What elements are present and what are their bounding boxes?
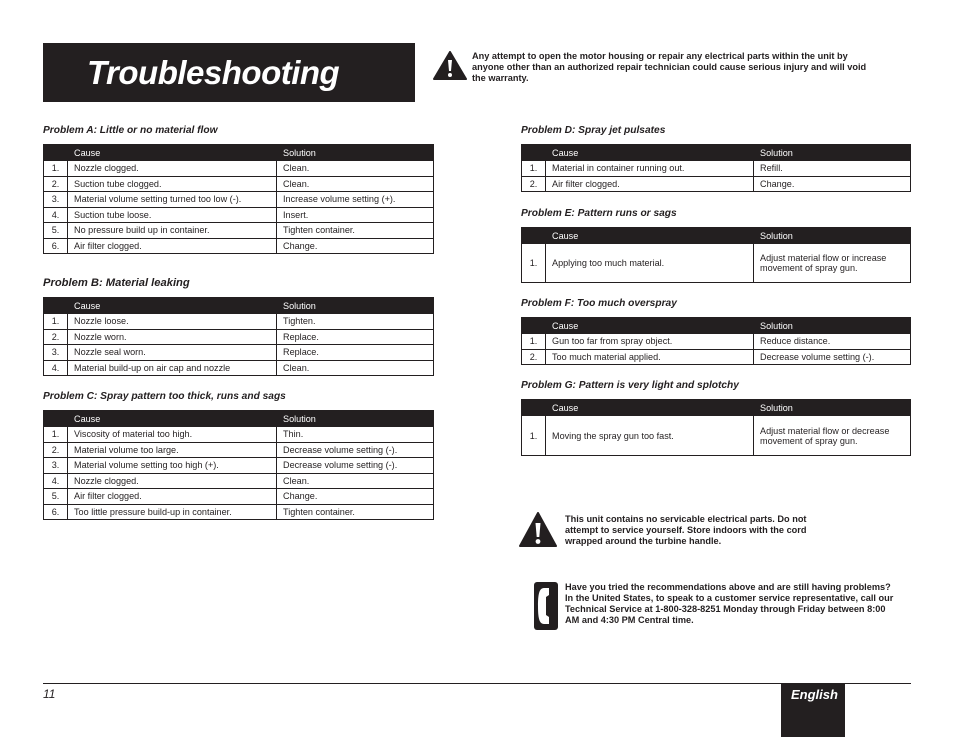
title-banner bbox=[43, 43, 415, 102]
header-cause: Cause bbox=[546, 318, 754, 334]
row-number: 3. bbox=[44, 192, 68, 208]
row-number: 6. bbox=[44, 504, 68, 520]
row-cause: Material volume setting too high (+). bbox=[68, 458, 277, 474]
table-header-row bbox=[522, 400, 911, 416]
header-num bbox=[44, 298, 68, 314]
table-header-row bbox=[44, 298, 434, 314]
page-number: 11 bbox=[43, 687, 56, 701]
row-solution: Clean. bbox=[277, 176, 434, 192]
problem-c-heading: Problem C: Spray pattern too thick, runs and sags bbox=[43, 391, 286, 402]
problem-c-table bbox=[43, 410, 434, 520]
row-number: 3. bbox=[44, 345, 68, 361]
row-solution: Adjust material flow or decrease movement of spray gun. bbox=[754, 416, 911, 456]
header-solution: Solution bbox=[754, 318, 911, 334]
problem-g-table bbox=[521, 399, 911, 456]
row-number: 1. bbox=[44, 161, 68, 177]
row-solution: Change. bbox=[754, 176, 911, 192]
row-solution: Refill. bbox=[754, 161, 911, 177]
table-row bbox=[44, 238, 434, 254]
row-solution: Clean. bbox=[277, 161, 434, 177]
row-number: 2. bbox=[44, 442, 68, 458]
table-header-row bbox=[522, 228, 911, 244]
table-row bbox=[522, 334, 911, 350]
row-number: 2. bbox=[522, 176, 546, 192]
warning-icon bbox=[519, 512, 557, 547]
header-num bbox=[522, 318, 546, 334]
row-cause: Material volume setting turned too low (-). bbox=[68, 192, 277, 208]
row-cause: Nozzle loose. bbox=[68, 314, 277, 330]
header-cause: Cause bbox=[68, 298, 277, 314]
header-solution: Solution bbox=[277, 411, 434, 427]
header-num bbox=[522, 228, 546, 244]
row-solution: Adjust material flow or increase movement of spray gun. bbox=[754, 244, 911, 283]
row-number: 1. bbox=[522, 416, 546, 456]
table-header-row bbox=[44, 145, 434, 161]
language-tab bbox=[781, 684, 845, 737]
warning-icon bbox=[433, 51, 467, 80]
header-solution: Solution bbox=[754, 400, 911, 416]
table-row bbox=[44, 314, 434, 330]
header-cause: Cause bbox=[546, 228, 754, 244]
table-row bbox=[522, 176, 911, 192]
header-cause: Cause bbox=[68, 145, 277, 161]
row-cause: Nozzle worn. bbox=[68, 329, 277, 345]
table-row bbox=[522, 161, 911, 177]
row-number: 4. bbox=[44, 473, 68, 489]
row-solution: Increase volume setting (+). bbox=[277, 192, 434, 208]
table-row bbox=[44, 427, 434, 443]
row-number: 4. bbox=[44, 360, 68, 376]
row-cause: Air filter clogged. bbox=[546, 176, 754, 192]
header-cause: Cause bbox=[546, 400, 754, 416]
row-solution: Decrease volume setting (-). bbox=[754, 349, 911, 365]
table-header-row bbox=[522, 145, 911, 161]
row-solution: Tighten container. bbox=[277, 223, 434, 239]
row-number: 2. bbox=[44, 329, 68, 345]
row-cause: Applying too much material. bbox=[546, 244, 754, 283]
support-text: Have you tried the recommendations above and are still having problems? In the United States, to speak to a customer service representative, call our Technical Service at 1-800-328-8251 Monday through Friday between 8:00 AM and 4:30 PM Central time. bbox=[565, 582, 894, 625]
page-title: Troubleshooting bbox=[87, 54, 340, 91]
header-cause: Cause bbox=[68, 411, 277, 427]
table-row bbox=[44, 176, 434, 192]
problem-b-heading: Problem B: Material leaking bbox=[43, 277, 190, 289]
table-row bbox=[44, 458, 434, 474]
row-cause: Suction tube loose. bbox=[68, 207, 277, 223]
row-number: 4. bbox=[44, 207, 68, 223]
problem-f-heading: Problem F: Too much overspray bbox=[521, 298, 677, 309]
row-number: 2. bbox=[44, 176, 68, 192]
table-row bbox=[44, 504, 434, 520]
row-cause: Nozzle clogged. bbox=[68, 161, 277, 177]
table-row bbox=[44, 207, 434, 223]
row-solution: Clean. bbox=[277, 473, 434, 489]
row-cause: Moving the spray gun too fast. bbox=[546, 416, 754, 456]
row-cause: Too little pressure build-up in container. bbox=[68, 504, 277, 520]
header-solution: Solution bbox=[277, 298, 434, 314]
header-solution: Solution bbox=[754, 145, 911, 161]
row-solution: Decrease volume setting (-). bbox=[277, 458, 434, 474]
row-solution: Clean. bbox=[277, 360, 434, 376]
row-solution: Replace. bbox=[277, 329, 434, 345]
row-number: 1. bbox=[44, 314, 68, 330]
row-solution: Change. bbox=[277, 489, 434, 505]
row-number: 1. bbox=[522, 334, 546, 350]
row-number: 1. bbox=[522, 161, 546, 177]
table-header-row bbox=[522, 318, 911, 334]
table-row bbox=[522, 349, 911, 365]
row-number: 6. bbox=[44, 238, 68, 254]
row-cause: Air filter clogged. bbox=[68, 489, 277, 505]
header-num bbox=[44, 145, 68, 161]
row-number: 1. bbox=[522, 244, 546, 283]
row-cause: Material build-up on air cap and nozzle bbox=[68, 360, 277, 376]
problem-f-table bbox=[521, 317, 911, 365]
language-label: English bbox=[791, 687, 838, 702]
header-cause: Cause bbox=[546, 145, 754, 161]
row-solution: Decrease volume setting (-). bbox=[277, 442, 434, 458]
problem-d-heading: Problem D: Spray jet pulsates bbox=[521, 125, 666, 136]
row-solution: Reduce distance. bbox=[754, 334, 911, 350]
row-solution: Tighten container. bbox=[277, 504, 434, 520]
phone-icon bbox=[533, 581, 559, 631]
row-cause: Nozzle seal worn. bbox=[68, 345, 277, 361]
row-number: 1. bbox=[44, 427, 68, 443]
row-solution: Replace. bbox=[277, 345, 434, 361]
header-solution: Solution bbox=[754, 228, 911, 244]
row-solution: Tighten. bbox=[277, 314, 434, 330]
table-row bbox=[44, 442, 434, 458]
row-number: 3. bbox=[44, 458, 68, 474]
header-num bbox=[522, 145, 546, 161]
row-number: 5. bbox=[44, 489, 68, 505]
row-cause: No pressure build up in container. bbox=[68, 223, 277, 239]
table-row bbox=[44, 360, 434, 376]
table-row bbox=[522, 244, 911, 283]
table-row bbox=[44, 329, 434, 345]
table-row bbox=[44, 489, 434, 505]
table-row bbox=[44, 192, 434, 208]
row-solution: Insert. bbox=[277, 207, 434, 223]
warning-text-service: This unit contains no servicable electrical parts. Do not attempt to service yourself. Store indoors with the cord wrapped around the turbine handle. bbox=[565, 514, 807, 546]
row-number: 2. bbox=[522, 349, 546, 365]
header-num bbox=[522, 400, 546, 416]
problem-e-heading: Problem E: Pattern runs or sags bbox=[521, 208, 677, 219]
row-cause: Viscosity of material too high. bbox=[68, 427, 277, 443]
row-number: 5. bbox=[44, 223, 68, 239]
row-solution: Thin. bbox=[277, 427, 434, 443]
problem-d-table bbox=[521, 144, 911, 192]
header-solution: Solution bbox=[277, 145, 434, 161]
row-cause: Suction tube clogged. bbox=[68, 176, 277, 192]
problem-g-heading: Problem G: Pattern is very light and splotchy bbox=[521, 380, 739, 391]
warning-text-top: Any attempt to open the motor housing or repair any electrical parts within the unit by anyone other than an authorized repair technician could cause serious injury and will void the warranty. bbox=[472, 51, 867, 83]
table-row bbox=[44, 223, 434, 239]
row-cause: Gun too far from spray object. bbox=[546, 334, 754, 350]
table-row bbox=[44, 345, 434, 361]
table-header-row bbox=[44, 411, 434, 427]
row-cause: Material in container running out. bbox=[546, 161, 754, 177]
problem-e-table bbox=[521, 227, 911, 283]
problem-b-table bbox=[43, 297, 434, 376]
row-cause: Material volume too large. bbox=[68, 442, 277, 458]
table-row bbox=[44, 473, 434, 489]
table-row bbox=[44, 161, 434, 177]
row-cause: Air filter clogged. bbox=[68, 238, 277, 254]
table-row bbox=[522, 416, 911, 456]
row-solution: Change. bbox=[277, 238, 434, 254]
problem-a-table bbox=[43, 144, 434, 254]
row-cause: Too much material applied. bbox=[546, 349, 754, 365]
row-cause: Nozzle clogged. bbox=[68, 473, 277, 489]
problem-a-heading: Problem A: Little or no material flow bbox=[43, 125, 218, 136]
header-num bbox=[44, 411, 68, 427]
